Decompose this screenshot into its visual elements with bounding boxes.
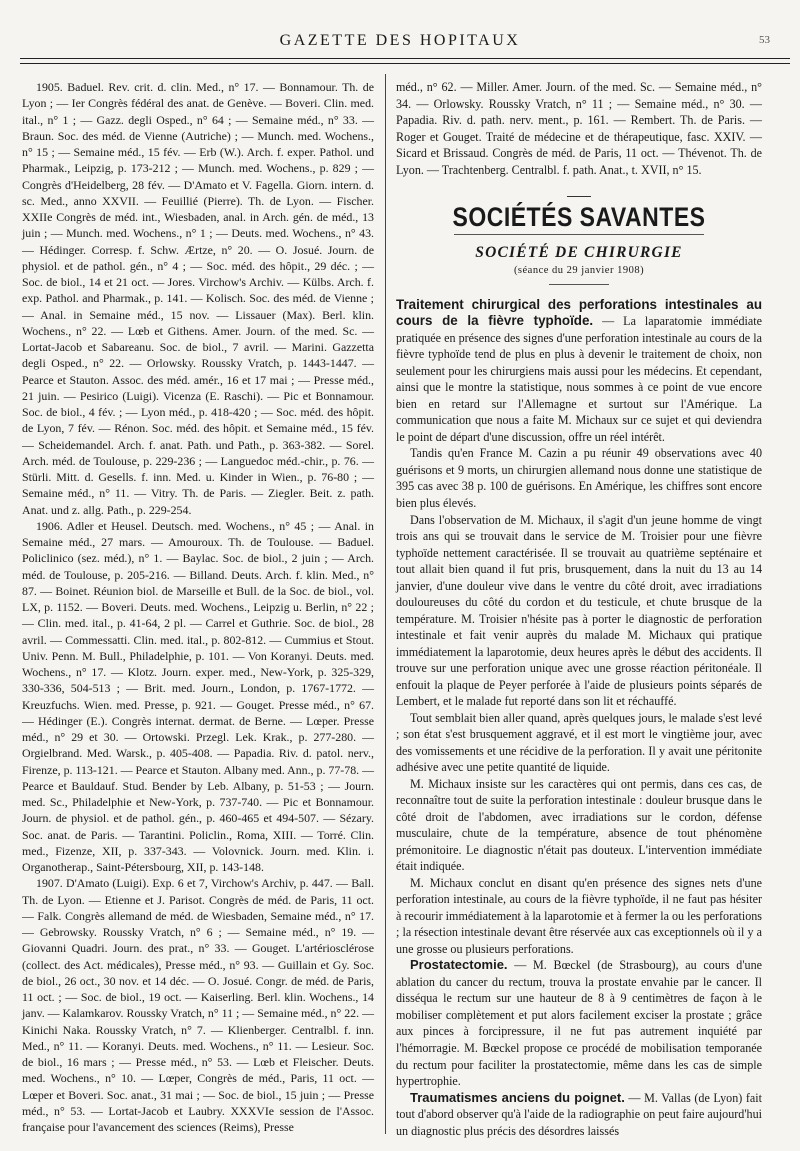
article-paragraph: M. Michaux conclut en disant qu'en présence des signes nets d'une perforation intestinale, au cours de la fièvre typhoïde, il ne faut pas hésiter à recourir immédiatement à la laparotomie et à fermer la ou les perforations ; la résection intestinale devant être réservée aux cas exceptionnels où il y a une grosse ou plusieurs perforations.: [396, 875, 763, 956]
right-column: [396, 79, 762, 1139]
page-number: 53: [759, 34, 770, 46]
article-title: Traitement chirurgical des perforations intestinales au cours de la fièvre typhoïde.: [396, 296, 762, 329]
running-header: [20, 30, 780, 54]
article-paragraph: Tandis qu'en France M. Cazin a pu réunir 49 observations avec 40 guérisons et 9 morts, un chirurgien allemand nous donne une statistique de 395 cas avec 38 p. 100 de guérisons. En Amérique, les chiffres sont encore bien plus élevés.: [396, 446, 762, 510]
article-text: — M. Vallas (de Lyon) fait tout d'abord observer qu'à l'aide de la radiographie on peut faire aujourd'hui un diagnostic plus précis des désordres laissés: [396, 1090, 762, 1138]
session-rule: [549, 284, 609, 285]
session-date: (séance du 29 janvier 1908): [513, 265, 645, 277]
left-column: [22, 79, 374, 1135]
article-paragraph: Tout semblait bien aller quand, après quelques jours, le malade s'est levé ; son état s'est brusquement aggravé, et il est mort le vingtième jour, avec des vomissements et une récidive de la perforation. Il y avait une péritonite adhésive avec une petite quantité de liquide.: [396, 710, 762, 775]
bibliography-1907: 1907. D'Amato (Luigi). Exp. 6 et 7, Virchow's Archiv, p. 447. — Ball. Th. de Lyon. — Etienne et J. Parisot. Congrès de méd. de Paris, 11 oct. — Falk. Congrès allemand de méd. de Wiesbaden, Semaine méd., n° 17. — Gebrowsky. Roussky Vratch, n° 6 ; — Semaine méd., n° 19. — Giovanni Quadri. Journ. des prat., n° 33. — Gouget. L'artériosclérose (collect. des Act. médicales), Presse méd., n° 93. — Guillain et Gy. Soc. de biol., 26 oct., 30 nov. et 14 déc. — O. Josué. Congr. de méd. de Paris, 11 oct. ; — Soc. de biol., 19 oct. — Kaiserling. Berl. klin. Wochens., 14 janv. — Kalamkarov. Roussky Vratch, n° 11 ; — Semaine méd., n° 22. — Kinichi Naka. Roussky Vratch, n° 7. — Klienberger. Centralbl. f. inn. Med., n° 11. — Koranyi. Deuts. med. Wochens., n° 11. — Lesieur. Soc. de biol., 16 mars ; — Presse méd., n° 53. — Lœb et Fleischer. Deuts. med. Wochens., n° 10. — Lœper, Congrès de méd., Paris, 11 oct. — Lœper et Boveri. Soc. anat., 31 mai ; — Soc. de biol., 15 juin ; — Presse méd., n° 53. — Lortat-Jacob et Laubry. XXXVIe session de l'Assoc. française pour l'avancement des sciences (Reims), Presse: [22, 876, 374, 1134]
section-rule: [454, 234, 704, 235]
article-text: — M. Bœckel (de Strasbourg), au cours d'une ablation du cancer du rectum, trouva la prostate envahie par le cancer. Il disséqua le rectum sur une hauteur de 8 à 9 centimètres de façon à le mobiliser complètement et put alors facilement exciser la prostate ; grâce aux pinces à forcipressure, il ne fut pas autrement inquiété par l'hémorragie. M. Bœckel propose ce procédé de mobilisation temporanée du rectum pour faciliter la prostatectomie, même dans les cas de simple hypertrophie.: [396, 958, 762, 1089]
article-perforations: [396, 297, 762, 446]
article-title: Prostatectomie.: [410, 957, 508, 973]
bibliography-1905: 1905. Baduel. Rev. crit. d. clin. Med., n° 17. — Bonnamour. Th. de Lyon ; — Ier Congrès fédéral des anat. de Genève. — Boveri. Clin. med. ital., n° 1 ; — Gazz. degli Osped., n° 64 ; — Semaine méd., n° 33. — Braun. Soc. des méd. de Vienne (Autriche) ; — Munch. med. Wochens., n° 15 ; — Semaine méd., 15 fév. — Erb (W.). Arch. f. exper. Pathol. und Pharmak., Leipzig, p. 173-212 ; — Munch. med. Wochens., p. 829 ; — Congrès d'Heidelberg, 28 fév. — D'Amato et V. Fagella. Giorn. intern. d. sc. Med., anno XXVII. — Feuillié (Pierre). Th. de Lyon. — Fischer. XXIIe Congrès de méd. int., Wiesbaden, anal. in Arch. gén. de méd., 13 juin ; — Munch. med. Wochens., n° 1 ; — Deuts. med. Wochens., n° 43. — Hédinger. Corresp. f. Schw. Ærtze, n° 20. — O. Josué. Journ. de physiol. et de pathol. gén., n° 4 ; — Soc. méd. des hôpit., 29 déc. ; — Soc. de biol., 14 et 21 oct. — Jores. Virchow's Archiv. — Külbs. Arch. f. exp. Pathol. and Pharmak., p. 141. — Kolisch. Soc. des méd. de Vienne ; — Anal. in Semaine méd., 15 nov. — Lissauer (Max). Berl. klin. Wochens., n° 22. — Lœb et Githens. Amer. Journ. of the med. Sc. — Lortat-Jacob et Sabareanu. Soc. de biol., 7 avril. — Marini. Gazzetta degli Osped., n° 22. — Orlowsky. Roussky Vratch, p. 1443-1447. — Pearce et Stauton. Assoc. des méd. amér., 16 et 17 mai ; — Presse méd., 21 juin. — Pesirico (Luigi). Vicenza (E. Raschi). — Pic et Bonnamour. Soc. de biol., 4 fév. ; — Lyon méd., p. 418-420 ; — Soc. méd. des hôpit. de Lyon, 7 fév. — Rénon. Soc. méd. des hôpit. et Semaine méd., 15 fév. — Scheidemandel. Arch. f. anat. Path. und Path., p. 363-382. — Sorel. Arch. méd. de Toulouse, p. 229-236 ; — Languedoc méd.-chir., p. 76. — Stürli. Mitt. d. Gesells. f. inn. Med. u. Kinder in Wien., p. 76-80 ; — Semaine méd., n° 11. — Vitry. Th. de Paris. — Ziegler. Beit. z. path. Anat. und z. allg. Path., p. 229-254.: [22, 80, 374, 517]
bibliography-continued: méd., n° 62. — Miller. Amer. Journ. of the med. Sc. — Semaine méd., n° 34. — Orlowsky. Roussky Vratch, n° 11 ; — Semaine méd., n° 30. — Papadia. Riv. d. path. nerv. ment., p. 161. — Rembert. Th. de Paris. — Roger et Gouget. Traité de médecine et de thérapeutique, fasc. XXIV. — Sicard et Brissaud. Congrès de méd. de Paris, 11 oct. — Thévenot. Th. de Lyon. — Trachtenberg. Centralbl. f. path. Anat., t. XVII, n° 15.: [396, 80, 762, 177]
bibliography-1906: 1906. Adler et Heusel. Deutsch. med. Wochens., n° 45 ; — Anal. in Semaine méd., 27 mars. — Amouroux. Th. de Toulouse. — Baduel. Policlinico (sez. méd.), n° 1. — Baylac. Soc. de biol., 2 juin ; — Arch. méd. de Toulouse, p. 205-216. — Billand. Deuts. Arch. f. klin. Med., n° 87. — Boinet. Réunion biol. de Marseille et Bull. de la Soc. de biol., vol. LX, p. 1152. — Boveri. Deuts. med. Wochens., Leipzig u. Berlin, n° 22 ; — Clin. med. ital., p. 41-64, 2 pl. — Carrel et Guthrie. Soc. de biol., 28 avril. — Commessatti. Clin. med. ital., p. 802-812. — Cummius et Stout. Univ. Penn. M. Bull., Philadelphie, p. 101. — Von Koranyi. Deuts. med. Wochens., n° 17. — Klotz. Journ. exper. med., New-York, p. 325-329, 330-336, 504-513 ; — Brit. med. Journ., London, p. 1767-1772. — Kreuzfuchs. Wien. med. Presse, p. 921. — Gouget. Presse méd., n° 67. — Hédinger (E.). Congrès internat. dermat. de Berne. — Lœper. Presse méd., n° 29 et 30. — Ortowski. Przegl. Lek. Krak., p. 277-280. — Orgielbrand. Med. Warsk., p. 405-408. — Papadia. Riv. d. patol. nerv., Firenze, p. 113-121. — Pearce et Stauton. Albany med. Ann., p. 77-78. — Pearce et Bauldauf. Stud. Bender by Leb. Albany, p. 51-53 ; — Journ. med. Sc., Philadelphie et New-York, p. 737-740. — Pic et Bonnamour. Journ. de physiol. et de pathol. gén., p. 460-465 et 494-507. — Sézary. Soc. anat. de Paris. — Tarantini. Policlin., Roma, XIII. — Torré. Clin. med., Fizenze, XII, p. 337-343. — Volovnick. Journ. med. Klin. i. Organotherap., Saint-Pétersbourg, XII, p. 143-148.: [22, 518, 374, 874]
journal-title: GAZETTE DES HOPITAUX: [279, 32, 521, 49]
article-title: Traumatismes anciens du poignet.: [410, 1089, 625, 1105]
article-poignet: [396, 1090, 762, 1140]
column-divider: [385, 74, 386, 1134]
section-separator: [567, 196, 591, 197]
article-paragraph: Dans l'observation de M. Michaux, il s'agit d'un jeune homme de vingt trois ans qui se trouvait dans le service de M. Troisier pour une fièvre typhoïde nettement caractérisée. Il se trouvait au quatrième septénaire et tout allait bien quand il fut pris, brusquement, dans la nuit du 13 au 14 janvier, d'une douleur vive dans le ventre du côté droit, avec irradiations douloureuses du côté du cordon et du testicule, et chute brusque de la température. M. Troisier n'hésite pas à porter le diagnostic de perforation intestinale et fait venir auprès du malade M. Michaux qui pratique immédiatement la laparotomie, deux heures après le début des accidents. Il trouve sur une perforation unique avec une grosse réaction péritonéale. Il enfouit la plaque de Peyer perforée à l'aide de plusieurs points séparés de Lembert, et le malade fut reporté dans son lit et réchauffé.: [396, 512, 762, 709]
society-title: SOCIÉTÉ DE CHIRURGIE: [475, 243, 683, 261]
article-prostatectomie: [396, 957, 762, 1089]
article-text: — La laparatomie immédiate pratiquée en présence des signes d'une perforation intestinale au cours de la fièvre typhoïde tend de plus en plus à devenir le traitement de choix, non seulement pour les chirurgiens mais aussi pour les médecins. Et cependant, ainsi que le montre la statistique, nous sommes à ce point de vue encore bien en retard sur l'Allemagne et surtout sur l'Amérique. La communication que nous a faite M. Michaux sur ce sujet et qui deviendra le point de départ d'une discussion, offre un réel intérêt.: [396, 314, 762, 444]
section-title: SOCIÉTÉS SAVANTES: [452, 202, 706, 233]
header-double-rule: [20, 58, 790, 64]
article-paragraph: M. Michaux insiste sur les caractères qui ont permis, dans ces cas, de reconnaître tout de suite la perforation intestinale : douleur brusque dans le côté droit de l'abdomen, avec irradiations sur le cordon, défense musculaire, chute de la température, absence de tout phénomène prémonitoire. Le diagnostic n'était pas douteux. L'intervention immédiate était indiquée.: [396, 776, 762, 874]
